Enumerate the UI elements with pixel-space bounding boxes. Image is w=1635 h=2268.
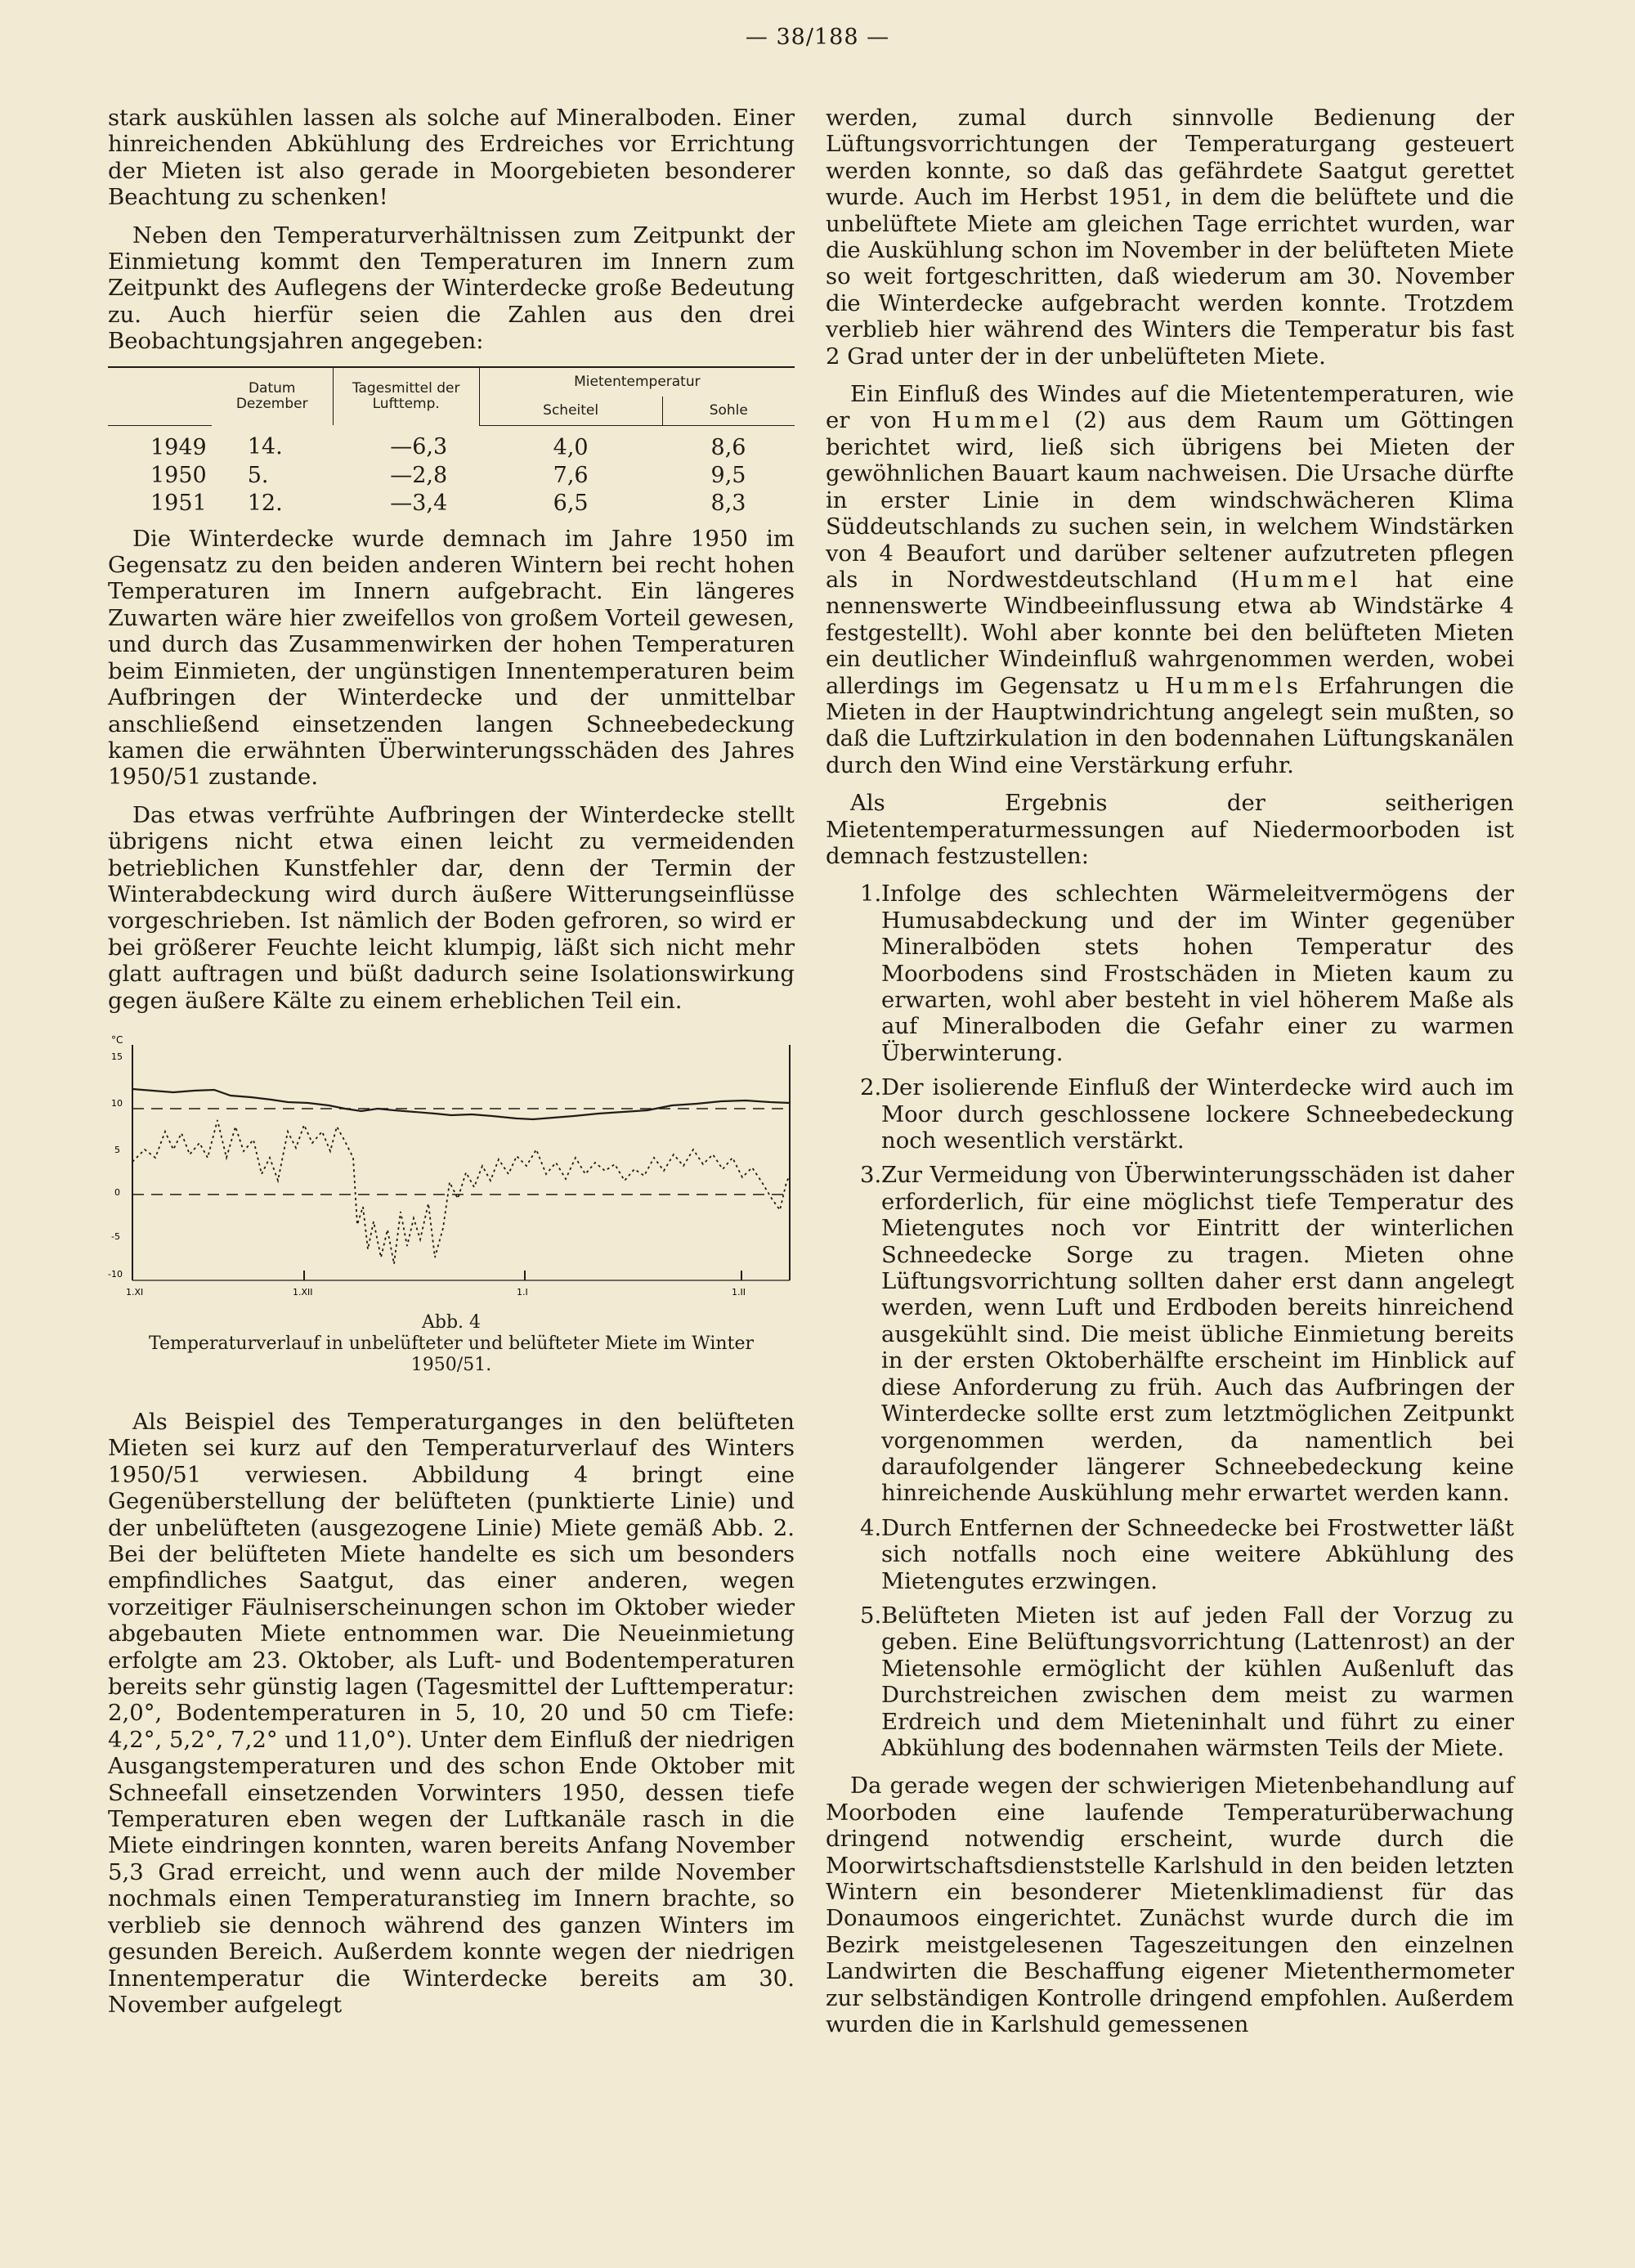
- x-tick-label: 1.XI: [126, 1286, 144, 1298]
- temperature-figure: [108, 1035, 795, 1309]
- paragraph: Als Beispiel des Temperaturganges in den belüfteten Mieten sei kurz auf den Temperaturverlauf des Winters 1950/51 verwiesen. Abbildung 4 bringt eine Gegenüberstellung der belüfteten (punktierte Linie) und der unbelüfteten (ausgezogene Linie) Miete gemäß Abb. 2. Bei der belüfteten Miete handelte es sich um besonders empfindliches Saatgut, das einer anderen, wegen vorzeitiger Fäulniserscheinungen schon im Oktober wieder abgebauten Miete entnommen war. Die Neueinmietung erfolgte am 23. Oktober, als Luft- und Bodentemperaturen bereits sehr günstig lagen (Tagesmittel der Lufttemperatur: 2,0°, Bodentemperaturen in 5, 10, 20 und 50 cm Tiefe: 4,2°, 5,2°, 7,2° und 11,0°). Unter dem Einfluß der niedrigen Ausgangstemperaturen und des schon Ende Oktober mit Schneefall einsetzenden Vorwinters 1950, dessen tiefe Temperaturen eben wegen der Luftkanäle rasch in die Miete eindringen konnten, waren bereits Anfang November 5,3 Grad erreicht, und wenn auch der milde November nochmals einen Temperaturanstieg im Innern brachte, so verblieb sie dennoch während des ganzen Winters im gesunden Bereich. Außerdem konnte wegen der niedrigen Innentemperatur die Winterdecke bereits am 30. November aufgelegt: [108, 1408, 795, 2018]
- table-row: 1949 14. —6,3 4,0 8,6: [150, 434, 746, 460]
- right-column: [826, 105, 1514, 2049]
- paragraph: Ein Einfluß des Windes auf die Mietentemperaturen, wie er von Hummel (2) aus dem Raum um Göttingen berichtet wird, ließ sich übrigens bei Mieten der gewöhnlichen Bauart kaum nachweisen. Die Ursache dürfte in erster Linie in dem windschwächeren Klima Süddeutschlands zu suchen sein, in welchem Windstärken von 4 Beaufort und darüber seltener aufzutreten pflegen als in Nordwestdeutschland (Hummel hat eine nennenswerte Windbeeinflussung etwa ab Windstärke 4 festgestellt). Wohl aber konnte bei den belüfteten Mieten ein deutlicher Windeinfluß wahrgenommen werden, wobei allerdings im Gegensatz u Hummels Erfahrungen die Mieten in der Hauptwindrichtung angelegt sein mußten, so daß die Luftzirkulation in den bodennahen Lüftungskanälen durch den Wind eine Verstärkung erfuhr.: [826, 381, 1514, 778]
- temperature-table: [108, 366, 795, 518]
- col-mietentemperatur: Mietentemperatur: [479, 367, 795, 397]
- x-tick-label: 1.XII: [293, 1286, 313, 1298]
- col-datum: Datum Dezember: [212, 367, 334, 426]
- paragraph: Das etwas verfrühte Aufbringen der Winterdecke stellt übrigens nicht etwa einen leicht zu vermeidenden betrieblichen Kunstfehler dar, denn der Termin der Winterabdeckung wird durch äußere Witterungseinflüsse vorgeschrieben. Ist nämlich der Boden gefroren, so wird er bei größerer Feuchte leicht klumpig, läßt sich nicht mehr glatt auftragen und büßt dadurch seine Isolationswirkung gegen äußere Kälte zu einem erheblichen Teil ein.: [108, 801, 795, 1014]
- table-row: 1951 12. —3,4 6,5 8,3: [150, 490, 746, 516]
- findings-list: [826, 881, 1514, 1761]
- paragraph: werden, zumal durch sinnvolle Bedienung der Lüftungsvorrichtungen der Temperaturgang gesteuert werden konnte, so daß das gefährdete Saatgut gerettet wurde. Auch im Herbst 1951, in dem die belüftete und die unbelüftete Miete am gleichen Tage errichtet wurden, war die Auskühlung schon im November in der belüfteten Miete so weit fortgeschritten, daß wiederum am 30. November die Winterdecke aufgebracht werden konnte. Trotzdem verblieb hier während des Winters die Temperatur bis fast 2 Grad unter der in der unbelüfteten Miete.: [826, 105, 1514, 370]
- axis-unit-label: °C: [111, 1034, 123, 1046]
- dotted-line-ventilated: [132, 1120, 790, 1264]
- paragraph: Die Winterdecke wurde demnach im Jahre 1950 im Gegensatz zu den beiden anderen Wintern bei recht hohen Temperaturen im Innern aufgebracht. Ein längeres Zuwarten wäre hier zweifellos von großem Vorteil gewesen, und durch das Zusammenwirken der hohen Temperaturen beim Einmieten, der ungünstigen Innentemperaturen beim Aufbringen der Winterdecke und der unmittelbar anschließend einsetzenden langen Schneebedeckung kamen die erwähnten Überwinterungsschäden des Jahres 1950/51 zustande.: [108, 525, 795, 791]
- x-tick-label: 1.I: [517, 1286, 528, 1298]
- y-tick-label: 5: [114, 1144, 120, 1155]
- y-tick-label: 10: [111, 1097, 123, 1109]
- left-column: [108, 105, 795, 2029]
- y-tick-label: -10: [108, 1268, 123, 1280]
- list-item: 2. Der isolierende Einfluß der Winterdecke wird auch im Moor durch geschlossene lockere Schneebedeckung noch wesentlich verstärkt.: [860, 1074, 1514, 1154]
- x-tick-label: 1.II: [732, 1286, 746, 1298]
- table-row: 1950 5. —2,8 7,6 9,5: [150, 462, 746, 488]
- y-tick-label: 0: [114, 1186, 120, 1198]
- list-item: 1. Infolge des schlechten Wärmeleitvermögens der Humusabdeckung und der im Winter gegenüber Mineralböden stets hohen Temperatur des Moorbodens sind Frostschäden in Mieten kaum zu erwarten, wohl aber besteht in viel höherem Maße als auf Mineralboden die Gefahr einer zu warmen Überwinterung.: [860, 881, 1514, 1066]
- author-name: Hummel: [1239, 566, 1362, 593]
- paragraph: Neben den Temperaturverhältnissen zum Zeitpunkt der Einmietung kommt den Temperaturen im Innern zum Zeitpunkt des Auflegens der Winterdecke große Bedeutung zu. Auch hierfür seien die Zahlen aus den drei Beobachtungsjahren angegeben:: [108, 222, 795, 355]
- author-name: Hummels: [1164, 672, 1303, 699]
- figure-number: Abb. 4: [421, 1311, 482, 1333]
- paragraph: stark auskühlen lassen als solche auf Mineralboden. Einer hinreichenden Abkühlung des Erdreiches vor Errichtung der Mieten ist also gerade in Moorgebieten besonderer Beachtung zu schenken!: [108, 105, 795, 211]
- y-tick-label: -5: [111, 1230, 120, 1242]
- figure-caption: [108, 1312, 795, 1376]
- temperature-chart: [108, 1035, 795, 1309]
- solid-line-unventilated: [132, 1089, 790, 1119]
- paragraph: Als Ergebnis der seitherigen Mietentemperaturmessungen auf Niedermoorboden ist demnach festzustellen:: [826, 790, 1514, 869]
- list-item: 4. Durch Entfernen der Schneedecke bei Frostwetter läßt sich notfalls noch eine weitere Abkühlung des Mietengutes erzwingen.: [860, 1514, 1514, 1594]
- list-item: 5. Belüfteten Mieten ist auf jeden Fall der Vorzug zu geben. Eine Belüftungsvorrichtung (Lattenrost) an der Mietensohle ermöglicht der kühlen Außenluft das Durchstreichen zwischen dem meist zu warmen Erdreich und dem Mieteninhalt und führt zu einer Abkühlung des bodennahen wärmsten Teils der Miete.: [860, 1602, 1514, 1761]
- figure-caption-text: Temperaturverlauf in unbelüfteter und belüfteter Miete im Winter 1950/51.: [149, 1333, 754, 1375]
- col-scheitel: Scheitel: [479, 397, 662, 426]
- paragraph: Da gerade wegen der schwierigen Mietenbehandlung auf Moorboden eine laufende Temperaturüberwachung dringend notwendig erscheint, wurde durch die Moorwirtschaftsdienststelle Karlshuld in den beiden letzten Wintern ein besonderer Mietenklimadienst für das Donaumoos eingerichtet. Zunächst wurde durch die im Bezirk meistgelesenen Tageszeitungen den einzelnen Landwirten die Beschaffung eigener Mietenthermometer zur selbständigen Kontrolle dringend empfohlen. Außerdem wurden die in Karlshuld gemessenen: [826, 1773, 1514, 2038]
- list-item: 3. Zur Vermeidung von Überwinterungsschäden ist daher erforderlich, für eine möglichst tiefe Temperatur des Mietengutes noch vor Eintritt der winterlichen Schneedecke Sorge zu tragen. Mieten ohne Lüftungsvorrichtung sollten daher erst dann angelegt werden, wenn Luft und Erdboden bereits hinreichend ausgekühlt sind. Die meist übliche Einmietung bereits in der ersten Oktoberhälfte erscheint im Hinblick auf diese Anforderung zu früh. Auch das Aufbringen der Winterdecke sollte erst zum letztmöglichen Zeitpunkt vorgenommen werden, da namentlich bei daraufolgender längerer Schneebedeckung keine hinreichende Auskühlung mehr erwartet werden kann.: [860, 1162, 1514, 1507]
- col-tagesmittel: Tagesmittel der Lufttemp.: [333, 367, 479, 426]
- page-number: — 38/188 —: [745, 25, 890, 50]
- col-sohle: Sohle: [662, 397, 795, 426]
- author-name: Hummel: [931, 407, 1054, 434]
- y-tick-label: 15: [111, 1051, 123, 1062]
